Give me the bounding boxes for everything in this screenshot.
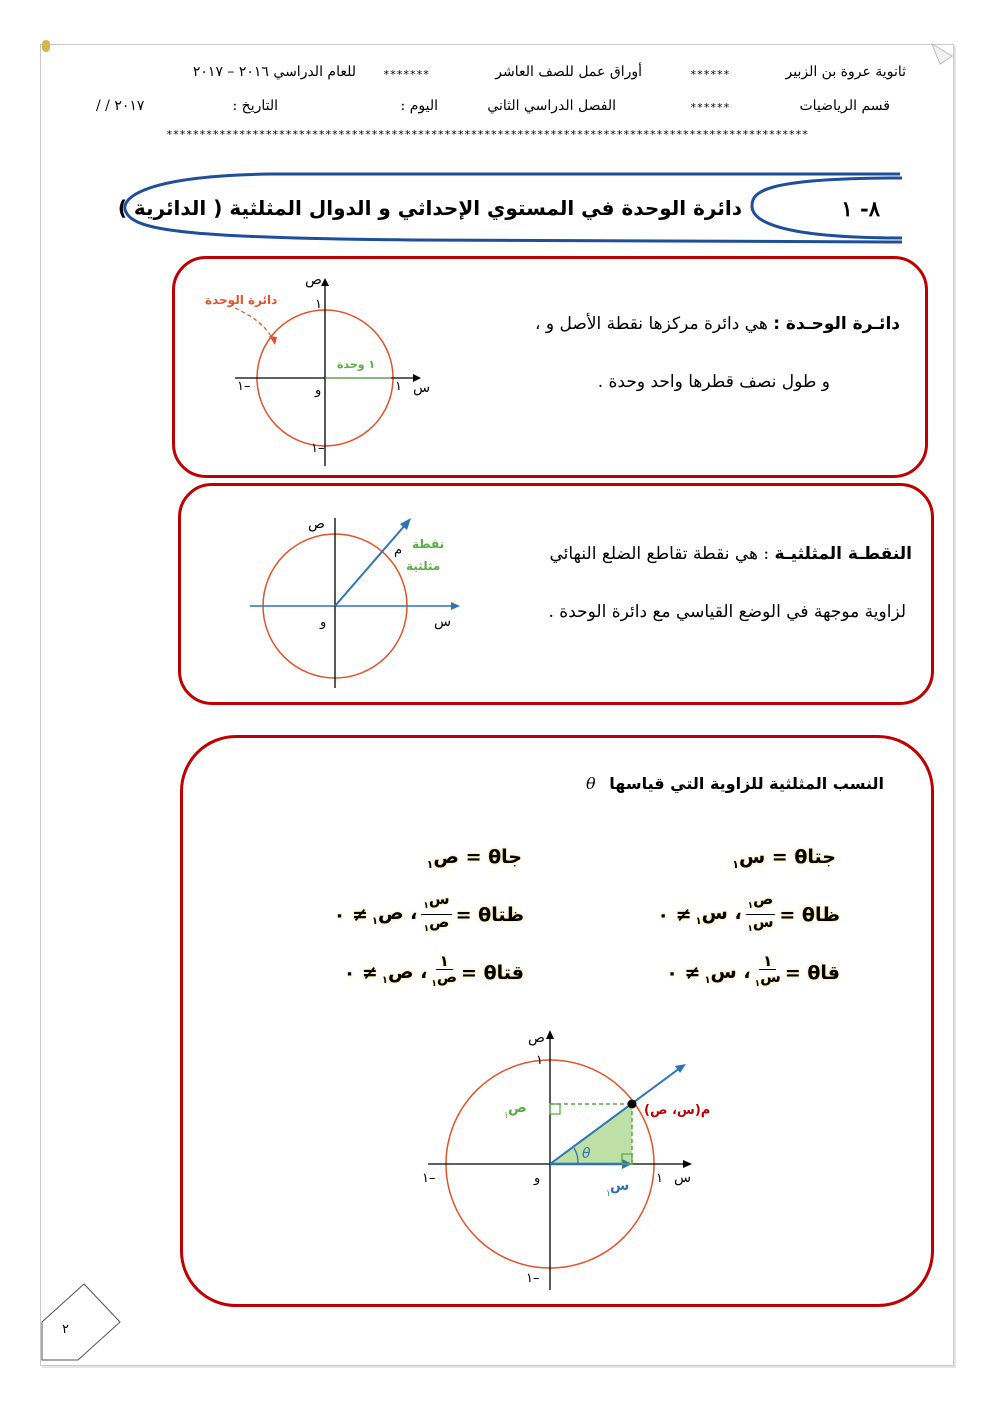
ratios-heading xyxy=(586,774,884,793)
subscript: ١ xyxy=(754,979,761,989)
x-axis-label: س xyxy=(674,1170,692,1186)
tan-neq-zero: ≠ ٠ xyxy=(657,903,692,926)
y-axis-label: ص xyxy=(305,272,322,288)
school-name: ثانوية عروة بن الزبير xyxy=(785,64,906,80)
trig-point-label-1: نقطة xyxy=(412,537,445,551)
day-label: اليوم : xyxy=(400,98,438,114)
trig-point-figure xyxy=(240,508,470,698)
formula-tan-lhs: ظاθ = xyxy=(779,903,840,926)
subscript: ١ xyxy=(381,974,388,986)
y-axis-arrow-icon xyxy=(321,278,329,286)
tan-numerator: ص xyxy=(753,890,774,908)
cot-condition: ، ص xyxy=(377,902,418,925)
sec-condition: ، س xyxy=(710,960,751,983)
definition-line-1: هي دائرة مركزها نقطة الأصل و ، xyxy=(535,314,768,334)
page-number-tag xyxy=(40,1282,130,1364)
formula-csc xyxy=(344,954,524,992)
theta-label: θ xyxy=(582,1146,591,1162)
trig-point xyxy=(628,1100,637,1109)
cot-numerator: س xyxy=(428,890,450,908)
formula-cot-lhs: ظتاθ = xyxy=(455,903,524,926)
x1-subscript: ١ xyxy=(606,1189,611,1199)
folded-corner xyxy=(930,42,954,66)
header-stars: ******* xyxy=(383,68,430,81)
trig-point-line-2: لزاوية موجهة في الوضع القياسي مع دائرة الوحدة . xyxy=(548,602,906,622)
term-trig-point: النقطـة المثلثيـة xyxy=(774,544,912,564)
formula-sec-lhs: قاθ = xyxy=(784,962,840,984)
header-stars: ****** xyxy=(690,101,730,114)
radius-label: ١ وحدة xyxy=(337,358,376,371)
page-tag-shape xyxy=(42,1284,120,1360)
csc-condition: ، ص xyxy=(387,960,428,983)
department-name: قسم الرياضيات xyxy=(799,98,890,114)
origin-label: و xyxy=(534,1171,541,1186)
tick-minus-one-left: ١– xyxy=(237,379,251,394)
formula-cot xyxy=(334,892,524,937)
subscript: ١ xyxy=(431,979,437,989)
subscript: ١ xyxy=(747,901,754,911)
term-unit-circle: دائـرة الوحـدة : xyxy=(773,314,900,334)
csc-denominator: ص xyxy=(436,968,458,986)
pointer-arrow-icon xyxy=(269,336,277,345)
theta-symbol: θ xyxy=(586,774,596,793)
tick-one-top: ١ xyxy=(315,297,322,312)
y1-label: ص xyxy=(508,1100,527,1116)
tick-minus-one-bottom: ١– xyxy=(311,441,325,456)
header-stars: ****** xyxy=(690,68,730,81)
y-axis-label: ص xyxy=(528,1030,545,1046)
sec-numerator: ١ xyxy=(759,954,776,970)
right-angle-mark xyxy=(550,1104,560,1114)
origin-label: و xyxy=(315,383,322,398)
tick-minus-one-left: ١– xyxy=(422,1171,436,1186)
x-axis-arrow-icon xyxy=(683,1160,692,1168)
tan-denominator: س xyxy=(752,913,774,931)
tick-minus-one-bottom: ١– xyxy=(526,1271,540,1286)
trig-ratio-figure xyxy=(410,1022,750,1300)
subscript: ١ xyxy=(426,857,434,871)
section-number: ٨- ١ xyxy=(841,196,880,221)
formula-csc-lhs: قتاθ = xyxy=(461,962,524,984)
sheets-title: أوراق عمل للصف العاشر xyxy=(495,64,642,80)
csc-numerator: ١ xyxy=(436,954,453,970)
trig-point-label-2: مثلثية xyxy=(406,559,441,573)
cot-neq-zero: ≠ ٠ xyxy=(333,903,368,926)
page-title: دائرة الوحدة في المستوي الإحداثي و الدوال المثلثية ( الدائرية ) xyxy=(117,196,742,220)
ratios-heading-text: النسب المثلثية للزاوية التي قياسها xyxy=(609,774,884,793)
formula-cos-text: جتاθ = س xyxy=(738,846,836,868)
x-axis-arrow-icon xyxy=(451,602,460,610)
subscript: ١ xyxy=(747,924,753,934)
formula-cos xyxy=(732,846,836,871)
y-axis-arrow-icon xyxy=(546,1030,554,1039)
tan-condition: ، س xyxy=(701,902,742,925)
label-pointer xyxy=(235,308,273,340)
subscript: ١ xyxy=(704,974,711,986)
term-name: الفصل الدراسي الثاني xyxy=(487,98,616,114)
emblem-icon xyxy=(42,40,50,52)
point-m-label: م xyxy=(394,543,403,558)
formula-sec xyxy=(666,954,840,992)
subscript: ١ xyxy=(695,915,702,927)
tick-one-top: ١ xyxy=(536,1053,543,1068)
definition-unit-circle xyxy=(535,314,900,334)
unit-circle-label: دائرة الوحدة xyxy=(205,293,278,307)
point-coordinates-label: م(س، ص) xyxy=(644,1103,711,1118)
tick-one-right: ١ xyxy=(395,379,402,394)
trig-point-line-1: : هي نقطة تقاطع الضلع النهائي xyxy=(549,544,770,564)
terminal-side xyxy=(335,524,406,606)
subscript: ١ xyxy=(423,901,429,911)
formula-sin xyxy=(427,846,522,871)
y1-subscript: ١ xyxy=(504,1111,509,1121)
unit-circle-figure xyxy=(195,270,435,470)
date-value: / / ٢٠١٧ xyxy=(96,98,145,114)
subscript: ١ xyxy=(423,924,430,934)
csc-neq-zero: ≠ ٠ xyxy=(343,962,378,984)
definition-line-2: و طول نصف قطرها واحد وحدة . xyxy=(597,372,830,392)
x-axis-label: س xyxy=(434,614,452,630)
sec-denominator: س xyxy=(760,968,781,986)
page-number: ٢ xyxy=(62,1322,69,1337)
cot-denominator: ص xyxy=(429,913,450,931)
definition-trig-point xyxy=(549,544,912,564)
y-axis-label: ص xyxy=(308,516,325,532)
date-label: التاريخ : xyxy=(232,98,278,114)
formula-tan xyxy=(657,892,840,937)
origin-label: و xyxy=(320,615,327,630)
tick-one-right: ١ xyxy=(656,1171,663,1186)
x-axis-label: س xyxy=(413,380,431,396)
subscript: ١ xyxy=(732,857,739,871)
separator-stars: ************************************************************************************************* xyxy=(166,128,809,141)
formula-sin-text: جاθ = ص xyxy=(433,846,522,868)
sec-neq-zero: ≠ ٠ xyxy=(666,962,701,984)
academic-year: للعام الدراسي ٢٠١٦ – ٢٠١٧ xyxy=(192,64,356,80)
x1-label: س xyxy=(610,1178,630,1194)
subscript: ١ xyxy=(371,915,378,927)
